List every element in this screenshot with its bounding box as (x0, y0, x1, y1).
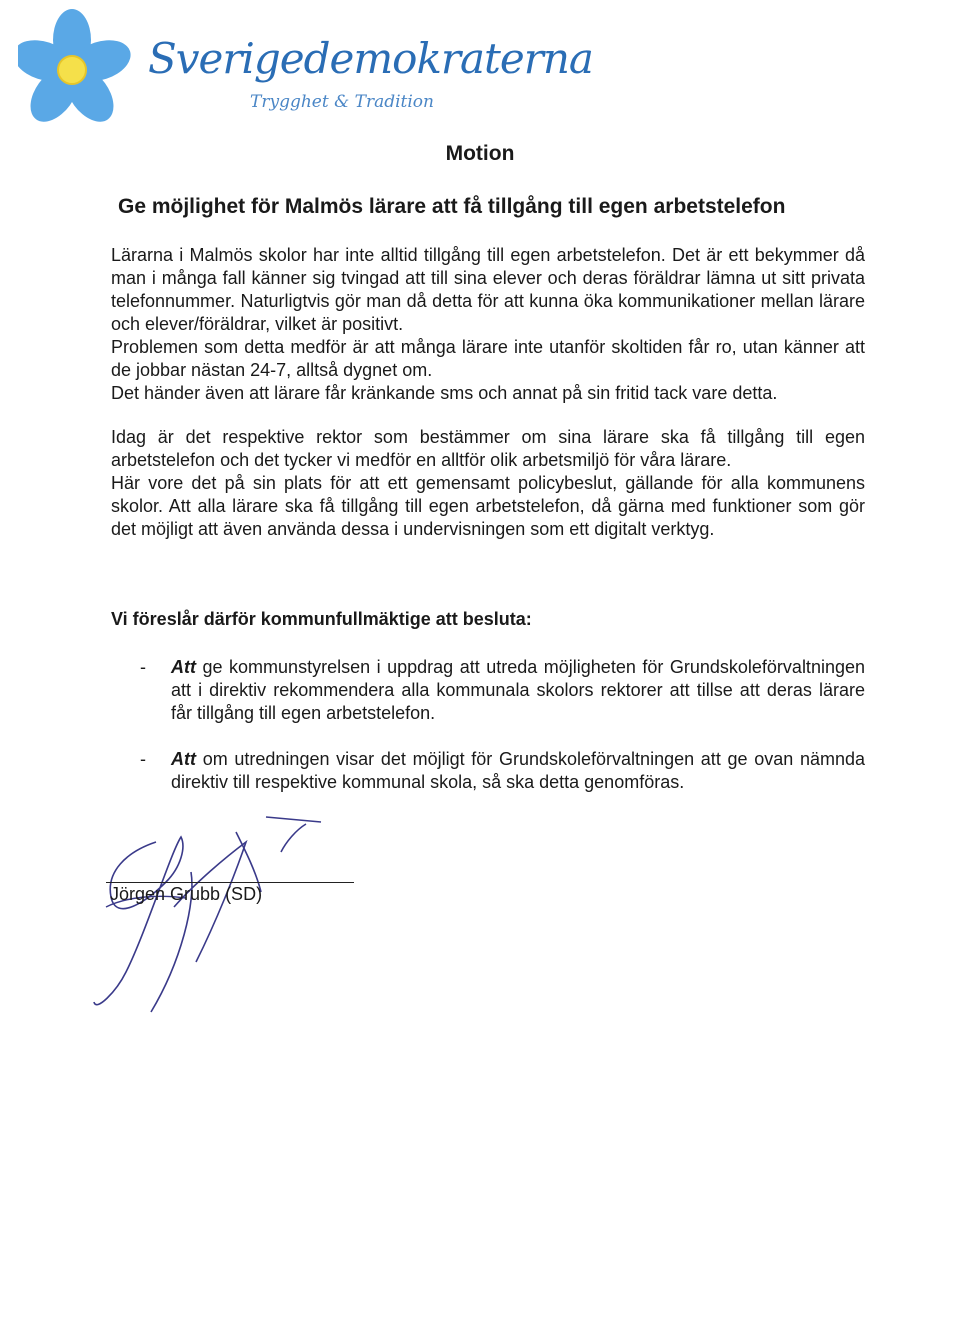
flower-center (58, 56, 86, 84)
document-type: Motion (445, 142, 515, 165)
body-sentence: Det händer även att lärare får kränkande sms och annat på sin fritid tack vare detta. (111, 383, 778, 403)
party-tagline: Trygghet & Tradition (250, 92, 434, 112)
proposal-heading: Vi föreslår därför kommunfullmäktige att besluta: (111, 609, 532, 629)
proposal-list (140, 656, 865, 817)
signer-name: Jörgen Grubb (SD) (110, 884, 263, 904)
body-paragraph-2 (111, 426, 865, 541)
proposal-lead: Att (171, 657, 196, 677)
list-dash: - (140, 657, 146, 677)
proposal-text: ge kommunstyrelsen i uppdrag att utreda möjligheten för Grundskoleförvaltningen att i direktiv rekommendera alla kommunala skolors rektorer att tillse att deras lärare får tillgång till egen arbetstelefon. (171, 657, 865, 723)
flower-icon (18, 4, 148, 129)
proposal-text: om utredningen visar det möjligt för Grundskoleförvaltningen att ge ovan nämnda direktiv till respektive kommunal skola, så ska detta genomföras. (171, 749, 865, 792)
body-sentence: Problemen som detta medför är att många lärare inte utanför skoltiden får ro, utan känner att de jobbar nästan 24-7, alltså dygnet om. (111, 337, 865, 380)
proposal-item (140, 656, 865, 725)
proposal-item (140, 748, 865, 794)
list-dash: - (140, 749, 146, 769)
body-paragraph-1 (111, 244, 865, 405)
body-sentence: Idag är det respektive rektor som bestämmer om sina lärare ska få tillgång till egen arbetstelefon och det tycker vi medför en alltför olik arbetsmiljö för våra lärare. (111, 427, 865, 470)
document-title: Ge möjlighet för Malmös lärare att få tillgång till egen arbetstelefon (118, 195, 786, 218)
body-sentence: Här vore det på sin plats för att ett gemensamt policybeslut, gällande för alla kommunens skolor. Att alla lärare ska få tillgång till egen arbetstelefon, då gärna med funktioner som gör det möjligt att även använda dessa i undervisningen som ett digitalt verktyg. (111, 473, 865, 539)
handwritten-signature (86, 812, 366, 1022)
proposal-lead: Att (171, 749, 196, 769)
party-logo-text: Sverigedemokraterna (148, 34, 593, 83)
signature-line (106, 882, 354, 883)
body-sentence: Lärarna i Malmös skolor har inte alltid tillgång till egen arbetstelefon. Det är ett bekymmer då man i många fall känner sig tvingad att till sina elever och deras föräldrar lämna ut sitt privata telefonnummer. Naturligtvis gör man då detta för att kunna öka kommunikationer mellan lärare och elever/föräldrar, vilket är positivt. (111, 245, 865, 334)
party-logo (18, 4, 593, 134)
